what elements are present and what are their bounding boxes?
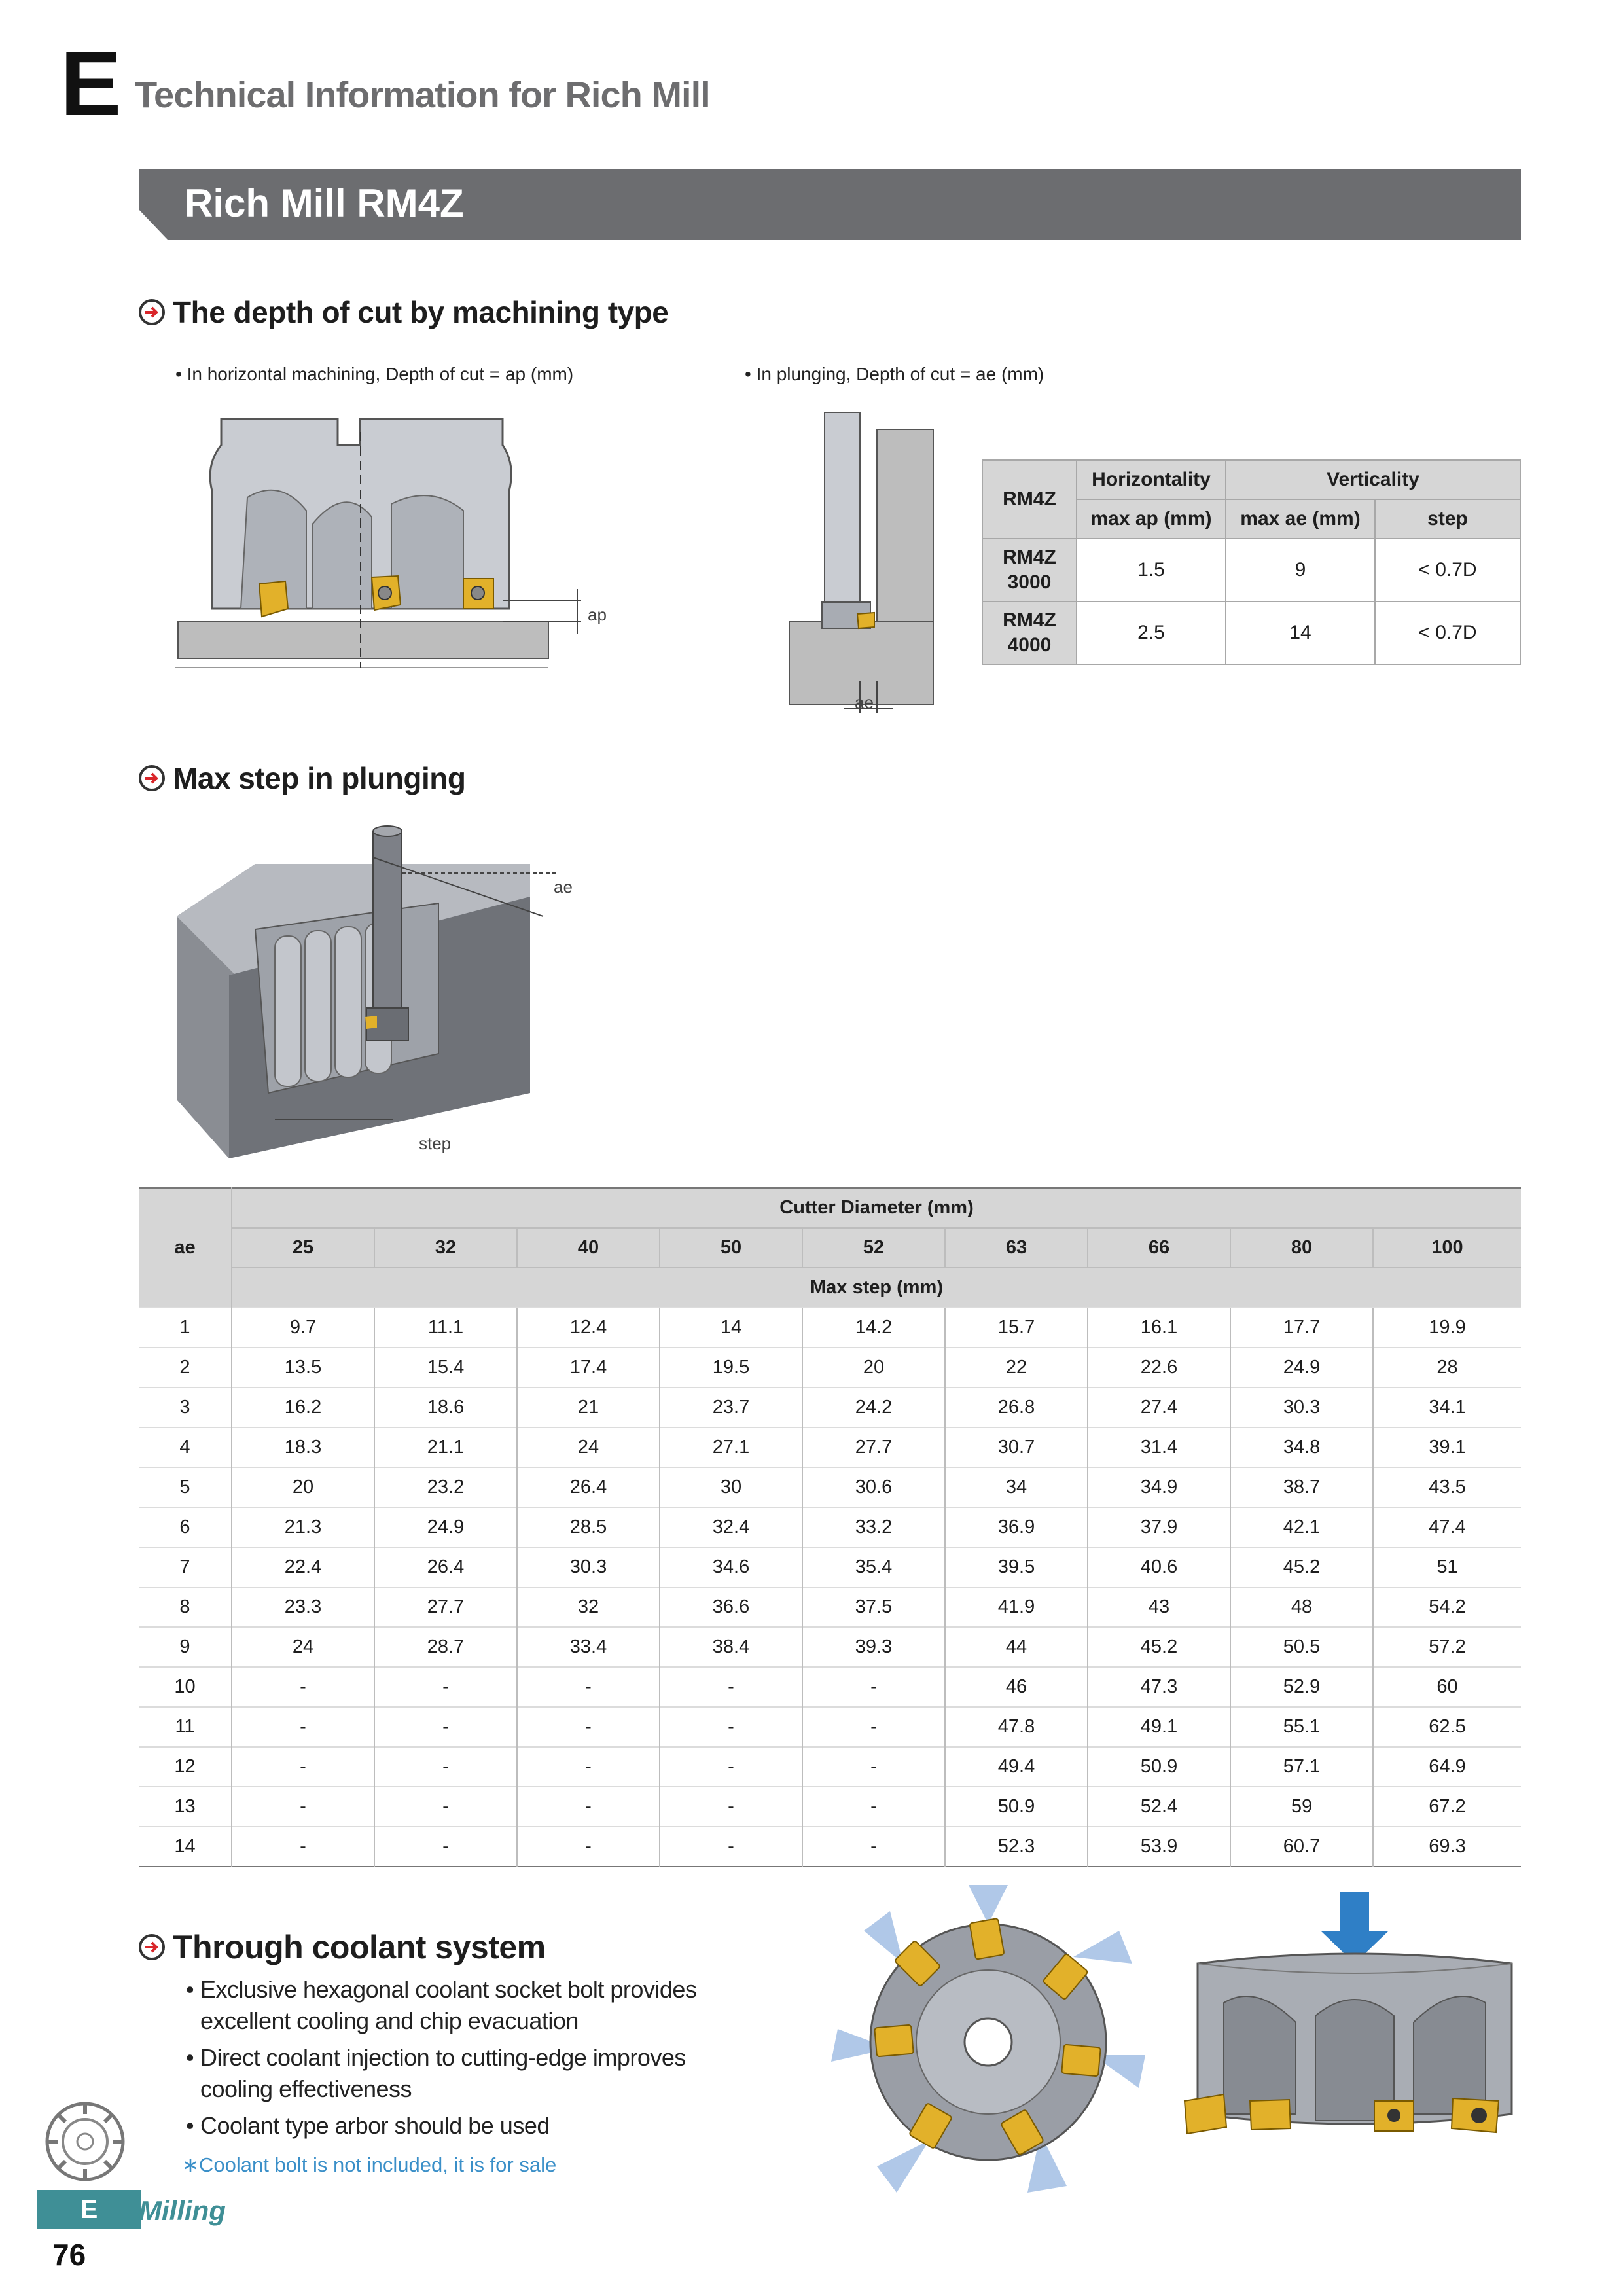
max-step-cell: 23.2 — [374, 1467, 517, 1507]
max-step-cell: - — [660, 1787, 802, 1827]
max-step-cell: 45.2 — [1230, 1547, 1373, 1587]
max-step-cell: 34.9 — [1088, 1467, 1230, 1507]
max-step-cell: 20 — [232, 1467, 374, 1507]
table-corner: RM4Z — [982, 460, 1077, 539]
step-cell: < 0.7D — [1375, 539, 1520, 601]
depth-of-cut-table — [982, 459, 1521, 665]
max-step-cell: 12.4 — [517, 1308, 660, 1348]
max-step-cell: 22.6 — [1088, 1348, 1230, 1388]
section-tab: E — [37, 2190, 141, 2229]
max-step-cell: - — [660, 1667, 802, 1707]
max-step-cell: 60.7 — [1230, 1827, 1373, 1867]
section-arrow-icon — [139, 1934, 165, 1960]
ae-value-cell: 11 — [139, 1707, 232, 1747]
row-header-ae: ae — [139, 1188, 232, 1308]
label-ap: ap — [588, 605, 607, 624]
max-step-cell: 50.5 — [1230, 1627, 1373, 1667]
max-step-cell: 16.2 — [232, 1388, 374, 1427]
table-row — [139, 1547, 1521, 1587]
max-step-cell: 42.1 — [1230, 1507, 1373, 1547]
bullet-text: Coolant type arbor should be used — [200, 2112, 550, 2139]
max-step-cell: 24.9 — [1230, 1348, 1373, 1388]
col-max-ae: max ae (mm) — [1226, 499, 1375, 539]
milling-cutter-icon — [39, 2098, 131, 2183]
table-row — [139, 1587, 1521, 1627]
max-step-cell: 49.4 — [945, 1747, 1088, 1787]
diameter-header-cell: 100 — [1373, 1228, 1521, 1268]
table-row — [139, 1427, 1521, 1467]
max-step-cell: 22.4 — [232, 1547, 374, 1587]
label-ae-step: ae — [554, 877, 573, 897]
max-step-cell: 27.1 — [660, 1427, 802, 1467]
max-step-cell: 34.8 — [1230, 1427, 1373, 1467]
note-horizontal: • In horizontal machining, Depth of cut = ap (mm) — [175, 364, 574, 384]
bullet-text: Direct coolant injection to cutting-edge improves cooling effectiveness — [200, 2044, 686, 2102]
max-step-cell: 60 — [1373, 1667, 1521, 1707]
max-step-cell: 11.1 — [374, 1308, 517, 1348]
category-label: Milling — [139, 2195, 226, 2226]
max-step-cell: 48 — [1230, 1587, 1373, 1627]
chapter-letter: E — [60, 32, 122, 135]
horizontal-machining-illustration — [175, 412, 620, 674]
diameter-header-cell: 40 — [517, 1228, 660, 1268]
list-item: • Coolant type arbor should be used — [186, 2110, 709, 2142]
max-step-cell: 27.4 — [1088, 1388, 1230, 1427]
max-step-cell: 24.9 — [374, 1507, 517, 1547]
max-step-cell: 69.3 — [1373, 1827, 1521, 1867]
section-title: The depth of cut by machining type — [173, 295, 669, 329]
max-step-cell: 54.2 — [1373, 1587, 1521, 1627]
max-step-cell: 46 — [945, 1667, 1088, 1707]
max-step-cell: - — [517, 1827, 660, 1867]
max-step-cell: 21.3 — [232, 1507, 374, 1547]
max-step-cell: 47.3 — [1088, 1667, 1230, 1707]
max-step-cell: 28.7 — [374, 1627, 517, 1667]
max-step-cell: - — [517, 1667, 660, 1707]
max-step-cell: 36.6 — [660, 1587, 802, 1627]
max-step-cell: 57.1 — [1230, 1747, 1373, 1787]
max-step-cell: 55.1 — [1230, 1707, 1373, 1747]
max-step-cell: 28.5 — [517, 1507, 660, 1547]
max-step-cell: - — [232, 1827, 374, 1867]
max-step-cell: 15.4 — [374, 1348, 517, 1388]
max-step-cell: 50.9 — [1088, 1747, 1230, 1787]
max-ap-cell: 1.5 — [1077, 539, 1226, 601]
page-number: 76 — [52, 2238, 86, 2272]
step-cell: < 0.7D — [1375, 601, 1520, 664]
table-row — [139, 1627, 1521, 1667]
coolant-bullet-list — [186, 1974, 709, 2147]
table-row — [139, 1388, 1521, 1427]
table-row — [139, 1507, 1521, 1547]
max-step-cell: 39.3 — [802, 1627, 945, 1667]
max-step-cell: 17.7 — [1230, 1308, 1373, 1348]
max-step-cell: 39.5 — [945, 1547, 1088, 1587]
max-step-cell: 33.4 — [517, 1627, 660, 1667]
max-step-cell: 18.6 — [374, 1388, 517, 1427]
ae-value-cell: 8 — [139, 1587, 232, 1627]
page-header-title: Technical Information for Rich Mill — [135, 74, 710, 115]
ae-value-cell: 7 — [139, 1547, 232, 1587]
max-step-cell: 14.2 — [802, 1308, 945, 1348]
model-name: RM4Z — [1003, 547, 1056, 568]
model-cell — [982, 539, 1077, 601]
bullet-text: Exclusive hexagonal coolant socket bolt provides excellent cooling and chip evacuation — [200, 1976, 697, 2034]
plunge-step-illustration — [177, 818, 596, 1172]
table-row — [139, 1747, 1521, 1787]
max-step-cell: 36.9 — [945, 1507, 1088, 1547]
max-step-cell: 23.7 — [660, 1388, 802, 1427]
max-step-cell: 26.4 — [517, 1467, 660, 1507]
max-step-cell: - — [232, 1747, 374, 1787]
max-step-cell: 62.5 — [1373, 1707, 1521, 1747]
max-step-cell: 50.9 — [945, 1787, 1088, 1827]
max-step-cell: 49.1 — [1088, 1707, 1230, 1747]
header-cutter-diameter: Cutter Diameter (mm) — [232, 1188, 1521, 1228]
max-step-cell: 44 — [945, 1627, 1088, 1667]
header-horizontality: Horizontality — [1077, 460, 1226, 499]
coolant-side-view-illustration — [1178, 1885, 1518, 2173]
max-ae-cell: 14 — [1226, 601, 1375, 664]
max-step-cell: 64.9 — [1373, 1747, 1521, 1787]
max-step-cell: 52.4 — [1088, 1787, 1230, 1827]
max-step-cell: 34.1 — [1373, 1388, 1521, 1427]
max-step-cell: 30.7 — [945, 1427, 1088, 1467]
max-step-cell: 26.8 — [945, 1388, 1088, 1427]
model-number: 3000 — [1007, 571, 1052, 593]
max-step-cell: 20 — [802, 1348, 945, 1388]
section-coolant-heading — [139, 1928, 546, 1966]
max-step-cell: 18.3 — [232, 1427, 374, 1467]
max-step-cell: - — [374, 1707, 517, 1747]
ae-value-cell: 13 — [139, 1787, 232, 1827]
max-step-cell: 30.3 — [1230, 1388, 1373, 1427]
max-step-cell: 40.6 — [1088, 1547, 1230, 1587]
max-step-cell: 34 — [945, 1467, 1088, 1507]
max-step-cell: 23.3 — [232, 1587, 374, 1627]
max-step-cell: 33.2 — [802, 1507, 945, 1547]
diameter-header-cell: 50 — [660, 1228, 802, 1268]
max-step-cell: 35.4 — [802, 1547, 945, 1587]
coolant-bottom-view-illustration — [831, 1885, 1145, 2199]
max-step-cell: - — [660, 1707, 802, 1747]
table-row — [982, 601, 1520, 664]
ae-value-cell: 10 — [139, 1667, 232, 1707]
max-step-cell: - — [517, 1747, 660, 1787]
max-step-cell: 37.9 — [1088, 1507, 1230, 1547]
max-step-cell: 38.7 — [1230, 1467, 1373, 1507]
max-step-cell: - — [232, 1707, 374, 1747]
table-row — [139, 1827, 1521, 1867]
label-ae: ae — [855, 692, 874, 712]
ae-value-cell: 4 — [139, 1427, 232, 1467]
max-step-cell: 21.1 — [374, 1427, 517, 1467]
max-step-cell: - — [374, 1827, 517, 1867]
table-row — [139, 1308, 1521, 1348]
section-arrow-icon — [139, 765, 165, 791]
table-row — [139, 1348, 1521, 1388]
diameter-header-row — [139, 1228, 1521, 1268]
max-step-cell: 14 — [660, 1308, 802, 1348]
coolant-note: ∗Coolant bolt is not included, it is for sale — [182, 2153, 557, 2176]
ae-value-cell: 14 — [139, 1827, 232, 1867]
max-step-cell: 41.9 — [945, 1587, 1088, 1627]
max-step-cell: - — [802, 1667, 945, 1707]
max-step-cell: 47.8 — [945, 1707, 1088, 1747]
max-step-cell: 16.1 — [1088, 1308, 1230, 1348]
max-step-table — [139, 1187, 1521, 1867]
model-name: RM4Z — [1003, 609, 1056, 631]
max-step-cell: 19.5 — [660, 1348, 802, 1388]
max-step-cell: 43.5 — [1373, 1467, 1521, 1507]
max-step-cell: 31.4 — [1088, 1427, 1230, 1467]
max-step-cell: 30.3 — [517, 1547, 660, 1587]
max-step-cell: 45.2 — [1088, 1627, 1230, 1667]
max-step-cell: - — [374, 1667, 517, 1707]
max-step-cell: - — [802, 1827, 945, 1867]
ae-value-cell: 2 — [139, 1348, 232, 1388]
max-step-cell: 24.2 — [802, 1388, 945, 1427]
max-step-cell: 15.7 — [945, 1308, 1088, 1348]
max-step-cell: 32.4 — [660, 1507, 802, 1547]
note-plunging: • In plunging, Depth of cut = ae (mm) — [745, 364, 1044, 384]
max-step-cell: - — [374, 1747, 517, 1787]
section-title: Max step in plunging — [173, 761, 466, 795]
max-step-cell: 27.7 — [802, 1427, 945, 1467]
max-ae-cell: 9 — [1226, 539, 1375, 601]
max-step-cell: - — [802, 1787, 945, 1827]
plunging-illustration — [772, 406, 955, 720]
max-step-cell: 34.6 — [660, 1547, 802, 1587]
max-step-cell: - — [232, 1667, 374, 1707]
max-step-cell: 30 — [660, 1467, 802, 1507]
max-step-cell: 26.4 — [374, 1547, 517, 1587]
header-verticality: Verticality — [1226, 460, 1520, 499]
max-step-cell: 43 — [1088, 1587, 1230, 1627]
max-step-cell: 37.5 — [802, 1587, 945, 1627]
list-item: • Exclusive hexagonal coolant socket bolt provides excellent cooling and chip evacuation — [186, 1974, 709, 2037]
table-row — [139, 1787, 1521, 1827]
max-step-cell: 24 — [517, 1427, 660, 1467]
max-step-cell: - — [660, 1827, 802, 1867]
model-cell — [982, 601, 1077, 664]
ae-value-cell: 5 — [139, 1467, 232, 1507]
max-step-cell: 52.9 — [1230, 1667, 1373, 1707]
table-row — [139, 1707, 1521, 1747]
max-step-cell: - — [517, 1787, 660, 1827]
max-step-cell: 51 — [1373, 1547, 1521, 1587]
ae-value-cell: 9 — [139, 1627, 232, 1667]
diameter-header-cell: 25 — [232, 1228, 374, 1268]
ae-value-cell: 6 — [139, 1507, 232, 1547]
model-number: 4000 — [1007, 634, 1052, 656]
diameter-header-cell: 80 — [1230, 1228, 1373, 1268]
max-ap-cell: 2.5 — [1077, 601, 1226, 664]
max-step-cell: 27.7 — [374, 1587, 517, 1627]
max-step-cell: 22 — [945, 1348, 1088, 1388]
ae-value-cell: 3 — [139, 1388, 232, 1427]
max-step-cell: 9.7 — [232, 1308, 374, 1348]
diameter-header-cell: 63 — [945, 1228, 1088, 1268]
col-step: step — [1375, 499, 1520, 539]
max-step-cell: - — [660, 1747, 802, 1787]
max-step-cell: 30.6 — [802, 1467, 945, 1507]
max-step-cell: 59 — [1230, 1787, 1373, 1827]
banner-title: Rich Mill RM4Z — [185, 181, 464, 225]
max-step-cell: - — [374, 1787, 517, 1827]
list-item: • Direct coolant injection to cutting-edge improves cooling effectiveness — [186, 2042, 709, 2105]
diameter-header-cell: 32 — [374, 1228, 517, 1268]
label-step: step — [419, 1134, 452, 1153]
table-row — [982, 539, 1520, 601]
max-step-cell: 67.2 — [1373, 1787, 1521, 1827]
ae-value-cell: 12 — [139, 1747, 232, 1787]
diameter-header-cell: 52 — [802, 1228, 945, 1268]
max-step-cell: - — [517, 1707, 660, 1747]
max-step-cell: 52.3 — [945, 1827, 1088, 1867]
section-title: Through coolant system — [173, 1929, 546, 1965]
max-step-cell: 32 — [517, 1587, 660, 1627]
max-step-cell: - — [802, 1707, 945, 1747]
max-step-cell: 53.9 — [1088, 1827, 1230, 1867]
max-step-cell: 21 — [517, 1388, 660, 1427]
table-row — [139, 1467, 1521, 1507]
max-step-cell: 19.9 — [1373, 1308, 1521, 1348]
section-depth-of-cut-heading — [139, 295, 668, 330]
max-step-cell: - — [802, 1747, 945, 1787]
section-arrow-icon — [139, 299, 165, 325]
max-step-cell: 17.4 — [517, 1348, 660, 1388]
section-max-step-heading — [139, 761, 465, 796]
max-step-cell: 13.5 — [232, 1348, 374, 1388]
max-step-cell: 24 — [232, 1627, 374, 1667]
max-step-cell: 28 — [1373, 1348, 1521, 1388]
max-step-cell: 57.2 — [1373, 1627, 1521, 1667]
max-step-cell: 38.4 — [660, 1627, 802, 1667]
max-step-cell: - — [232, 1787, 374, 1827]
table-row — [139, 1667, 1521, 1707]
max-step-cell: 47.4 — [1373, 1507, 1521, 1547]
max-step-cell: 39.1 — [1373, 1427, 1521, 1467]
col-max-ap: max ap (mm) — [1077, 499, 1226, 539]
header-max-step: Max step (mm) — [232, 1268, 1521, 1308]
ae-value-cell: 1 — [139, 1308, 232, 1348]
diameter-header-cell: 66 — [1088, 1228, 1230, 1268]
